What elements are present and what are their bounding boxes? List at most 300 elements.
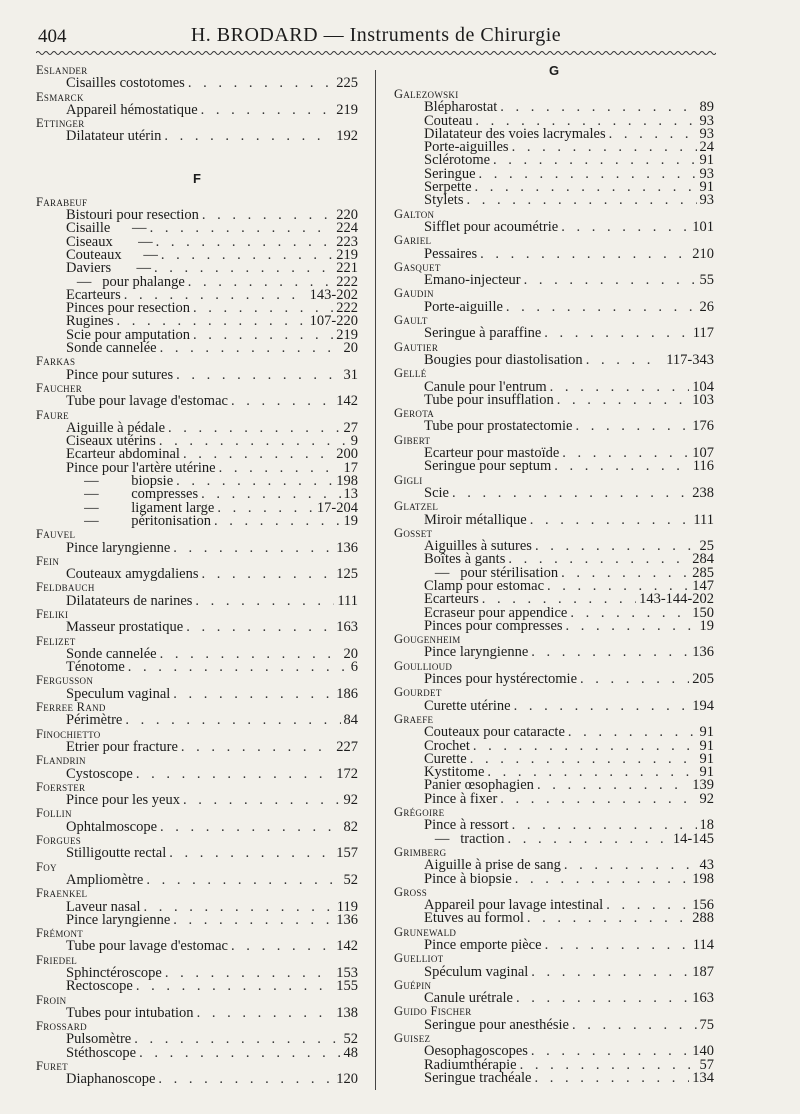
leader-dots	[173, 542, 333, 555]
index-entry	[36, 395, 358, 408]
leader-dots	[530, 514, 691, 527]
leader-dots	[217, 502, 314, 515]
instrument-name: Dilatateur utérin	[66, 128, 162, 145]
instrument-name: Seringue	[424, 165, 476, 182]
page-reference: 219	[336, 101, 358, 118]
index-entry	[36, 101, 358, 118]
instrument-name: Canule urétrale	[424, 990, 513, 1007]
instrument-name: Daviers —	[66, 260, 151, 277]
instrument-name: Radiumthérapie	[424, 1056, 517, 1073]
surgeon-name: Ferree Rand	[36, 700, 106, 715]
index-entry	[394, 912, 714, 925]
page-reference: 91	[699, 152, 714, 169]
surgeon-name: Faucher	[36, 380, 83, 395]
instrument-name: Seringue pour septum	[424, 458, 552, 475]
leader-dots	[219, 462, 341, 475]
page-reference: 91	[699, 764, 714, 781]
surgeon-name: Gougenheim	[394, 632, 461, 647]
instrument-name: Dilatateurs de narines	[66, 592, 193, 609]
instrument-name: Pince laryngienne	[66, 539, 171, 556]
instrument-name: Spéculum vaginal	[424, 963, 529, 980]
leader-dots	[201, 568, 333, 581]
leader-dots	[150, 222, 334, 235]
surgeon-name: Grégoire	[394, 805, 445, 820]
leader-dots	[537, 779, 689, 792]
leader-dots	[452, 487, 689, 500]
leader-dots	[202, 209, 333, 222]
page-reference: 111	[337, 592, 358, 609]
instrument-name: — biopsie	[66, 473, 174, 490]
leader-dots	[520, 1059, 697, 1072]
page-reference: 114	[692, 937, 714, 953]
instrument-name: Masseur prostatique	[66, 619, 184, 636]
page-reference: 9	[350, 433, 358, 450]
page-reference: 163	[336, 619, 358, 636]
leader-dots	[160, 821, 340, 834]
page-reference: 143-144-202	[639, 591, 714, 608]
surgeon-name: Gerota	[394, 406, 435, 421]
index-entry	[394, 1069, 714, 1086]
index-entry	[394, 420, 714, 433]
page-reference: 140	[692, 1043, 714, 1060]
page-reference: 210	[692, 245, 714, 262]
leader-dots	[186, 621, 333, 634]
page-reference: 93	[699, 192, 714, 209]
column-divider	[375, 70, 376, 1090]
instrument-name: — pour stérilisation	[424, 564, 559, 581]
instrument-name: Appareil hémostatique	[66, 101, 198, 118]
leader-dots	[125, 714, 340, 727]
page-reference: 222	[336, 273, 358, 290]
leader-dots	[527, 912, 689, 925]
surgeon-name: Gasquet	[394, 259, 441, 274]
page-reference: 116	[692, 458, 714, 475]
section-letter: F	[193, 170, 201, 186]
instrument-name: Pinces pour resection	[66, 300, 191, 317]
index-entry	[394, 939, 714, 952]
instrument-name: Stéthoscope	[66, 1044, 137, 1061]
instrument-name: Pinces pour compresses	[424, 617, 563, 634]
leader-dots	[566, 620, 697, 633]
page-reference: 227	[336, 738, 358, 755]
instrument-name: Tube pour lavage d'estomac	[66, 393, 228, 410]
index-entry	[36, 568, 358, 581]
surgeon-name: Foy	[36, 859, 57, 874]
leader-dots	[572, 1019, 697, 1032]
leader-dots	[168, 422, 340, 435]
instrument-name: Tube pour prostatectomie	[424, 418, 573, 435]
index-entry	[394, 194, 714, 207]
page-reference: 17	[343, 459, 358, 476]
index-entry	[36, 765, 358, 782]
surgeon-name: Gross	[394, 884, 428, 899]
page-reference: 134	[692, 1069, 714, 1086]
instrument-name: Emano-injecteur	[424, 272, 521, 289]
leader-dots	[479, 168, 697, 181]
index-entry	[36, 130, 358, 143]
page-reference: 84	[343, 712, 358, 729]
instrument-name: Clamp pour estomac	[424, 577, 545, 594]
leader-dots	[531, 1045, 689, 1058]
page-reference: 19	[699, 617, 714, 634]
instrument-name: Ampliomètre	[66, 871, 144, 888]
instrument-name: Dilatateur des voies lacrymales	[424, 125, 606, 142]
page-reference: 288	[692, 910, 714, 927]
instrument-name: Oesophagoscopes	[424, 1043, 528, 1060]
surgeon-name: Frémont	[36, 926, 84, 941]
leader-dots	[181, 741, 333, 754]
instrument-name: Stilligoutte rectal	[66, 845, 167, 862]
page-reference: 219	[336, 246, 358, 263]
page-reference: 156	[692, 897, 714, 914]
leader-dots	[164, 130, 333, 143]
index-entry	[394, 617, 714, 634]
instrument-name: Speculum vaginal	[66, 685, 171, 702]
surgeon-name: Galton	[394, 206, 435, 221]
page-reference: 186	[336, 685, 358, 702]
instrument-name: Couteaux amygdaliens	[66, 566, 199, 583]
page-reference: 6	[350, 659, 358, 676]
page-reference: 143-202	[309, 286, 358, 303]
page-reference: 107-220	[309, 313, 358, 330]
index-entry	[394, 870, 714, 887]
index-entry	[394, 218, 714, 235]
index-entry	[394, 963, 714, 980]
leader-dots	[169, 847, 333, 860]
page-reference: 91	[699, 737, 714, 754]
leader-dots	[134, 1033, 340, 1046]
page-reference: 103	[692, 391, 714, 408]
instrument-name: — ligament large	[66, 499, 215, 516]
index-entry	[36, 714, 358, 727]
page-reference: 48	[343, 1044, 358, 1061]
index-entry	[36, 940, 358, 953]
index-entry	[394, 992, 714, 1005]
index-entry	[394, 511, 714, 528]
index-entry	[36, 1044, 358, 1061]
instrument-name: Périmètre	[66, 712, 123, 729]
leader-dots	[570, 607, 689, 620]
page-reference: 57	[699, 1056, 714, 1073]
page-number: 404	[38, 26, 67, 47]
index-entry	[36, 794, 358, 807]
page-reference: 91	[699, 750, 714, 767]
page-reference: 119	[336, 898, 358, 915]
instrument-name: Pince laryngienne	[66, 911, 171, 928]
surgeon-name: Fein	[36, 553, 60, 568]
instrument-name: Ténotome	[66, 659, 125, 676]
instrument-name: Porte-aiguilles	[424, 139, 509, 156]
page-reference: 198	[336, 473, 358, 490]
index-entry	[36, 342, 358, 355]
instrument-name: Couteaux —	[66, 246, 158, 263]
instrument-name: Pulsomètre	[66, 1031, 132, 1048]
instrument-name: Etrier pour fracture	[66, 738, 178, 755]
page-reference: 136	[336, 911, 358, 928]
leader-dots	[561, 221, 689, 234]
instrument-name: — traction	[424, 830, 505, 847]
index-entry	[36, 592, 358, 609]
page-reference: 92	[343, 792, 358, 809]
instrument-name: Pince pour les yeux	[66, 792, 180, 809]
surgeon-name: Guelliot	[394, 951, 444, 966]
leader-dots	[201, 104, 334, 117]
instrument-name: Pince à fixer	[424, 790, 498, 807]
instrument-name: Miroir métallique	[424, 511, 527, 528]
page-reference: 17-204	[316, 499, 358, 516]
page-reference: 13	[343, 486, 358, 503]
instrument-name: Appareil pour lavage intestinal	[424, 897, 604, 914]
instrument-name: Pince à ressort	[424, 817, 509, 834]
instrument-name: Ecarteur pour mastoïde	[424, 445, 560, 462]
instrument-name: Ciseaux —	[66, 233, 153, 250]
page-reference: 139	[692, 777, 714, 794]
page-reference: 26	[699, 298, 714, 315]
instrument-name: Canule pour l'entrum	[424, 378, 547, 395]
leader-dots	[176, 475, 333, 488]
leader-dots	[466, 194, 696, 207]
page-reference: 89	[699, 99, 714, 116]
instrument-name: Seringue pour anesthésie	[424, 1016, 569, 1033]
surgeon-name: Grunewald	[394, 924, 457, 939]
instrument-name: Pessaires	[424, 245, 478, 262]
instrument-name: Cystoscope	[66, 765, 133, 782]
index-entry	[36, 661, 358, 674]
instrument-name: Blépharostat	[424, 99, 498, 116]
instrument-name: Ecraseur pour appendice	[424, 604, 568, 621]
leader-dots	[561, 567, 689, 580]
surgeon-name: Gellé	[394, 366, 427, 381]
instrument-name: Ophtalmoscope	[66, 818, 158, 835]
page-reference: 101	[692, 218, 714, 235]
surgeon-name: Gariel	[394, 233, 432, 248]
instrument-name: Sphinctéroscope	[66, 965, 162, 981]
leader-dots	[506, 301, 697, 314]
leader-dots	[159, 435, 348, 448]
page-reference: 284	[692, 551, 714, 568]
page-reference: 93	[699, 112, 714, 129]
instrument-name: Laveur nasal	[66, 898, 141, 915]
surgeon-name: Gautier	[394, 339, 439, 354]
leader-dots	[586, 354, 664, 367]
index-entry	[36, 980, 358, 993]
index-entry	[394, 351, 714, 368]
page-reference: 153	[336, 965, 358, 981]
instrument-name: Tube pour lavage d'estomac	[66, 938, 228, 955]
surgeon-name: Gosset	[394, 525, 433, 540]
page-reference: 25	[699, 538, 714, 555]
page-reference: 200	[336, 446, 358, 463]
leader-dots	[564, 859, 697, 872]
leader-dots	[139, 1047, 340, 1060]
page-reference: 93	[699, 125, 714, 142]
page-reference: 155	[336, 978, 358, 995]
leader-dots	[197, 1007, 334, 1020]
surgeon-name: Guisez	[394, 1031, 431, 1046]
instrument-name: Pinces pour hystérectomie	[424, 671, 578, 688]
leader-dots	[508, 833, 670, 846]
instrument-name: Seringue trachéale	[424, 1069, 532, 1086]
leader-dots	[136, 980, 333, 993]
index-entry	[36, 77, 358, 90]
index-entry	[36, 871, 358, 888]
page-reference: 20	[343, 645, 358, 662]
leader-dots	[568, 726, 697, 739]
surgeon-name: Farkas	[36, 354, 76, 369]
index-entry	[36, 1073, 358, 1086]
leader-dots	[531, 966, 689, 979]
instrument-name: — péritonisation	[66, 512, 211, 529]
instrument-name: Pince pour l'artère utérine	[66, 459, 216, 476]
leader-dots	[473, 740, 697, 753]
page-reference: 24	[699, 139, 714, 156]
surgeon-name: Esmarck	[36, 89, 84, 104]
leader-dots	[214, 515, 341, 528]
surgeon-name: Guépin	[394, 977, 432, 992]
leader-dots	[500, 101, 696, 114]
page-reference: 107	[692, 445, 714, 462]
surgeon-name: Follin	[36, 806, 72, 821]
leader-dots	[515, 873, 689, 886]
instrument-name: Tubes pour intubation	[66, 1004, 194, 1021]
page-reference: 142	[336, 393, 358, 410]
page-reference: 91	[699, 179, 714, 196]
page-reference: 222	[336, 300, 358, 317]
leader-dots	[146, 874, 340, 887]
leader-dots	[173, 688, 333, 701]
leader-dots	[512, 819, 697, 832]
instrument-name: Panier œsophagien	[424, 777, 534, 794]
surgeon-name: Ettinger	[36, 116, 85, 131]
surgeon-name: Frossard	[36, 1019, 87, 1034]
leader-dots	[534, 1072, 689, 1085]
page-reference: 225	[336, 75, 358, 92]
instrument-name: Ecarteurs	[66, 286, 121, 303]
instrument-name: Diaphanoscope	[66, 1071, 156, 1088]
instrument-name: Crochet	[424, 737, 470, 754]
surgeon-name: Graefe	[394, 711, 434, 726]
index-entry	[36, 621, 358, 634]
surgeon-name: Guido Fischer	[394, 1004, 472, 1019]
page-reference: 52	[343, 1031, 358, 1048]
page-reference: 14-145	[672, 830, 714, 847]
page-reference: 120	[336, 1071, 358, 1088]
instrument-name: Sonde cannelée	[66, 645, 157, 662]
instrument-name: Serpette	[424, 179, 472, 196]
index-entry	[394, 697, 714, 714]
leader-dots	[143, 901, 333, 914]
surgeon-name: Forgues	[36, 833, 82, 848]
leader-dots	[606, 899, 689, 912]
leader-dots	[231, 940, 333, 953]
leader-dots	[193, 329, 333, 342]
leader-dots	[173, 914, 333, 927]
surgeon-name: Fergusson	[36, 673, 94, 688]
instrument-name: Porte-aiguille	[424, 298, 503, 315]
surgeon-name: Gault	[394, 313, 428, 328]
surgeon-name: Gigli	[394, 472, 423, 487]
surgeon-name: Gaudin	[394, 286, 434, 301]
page-reference: 192	[336, 128, 358, 145]
page-reference: 136	[336, 539, 358, 556]
surgeon-name: Galezowski	[394, 87, 459, 101]
leader-dots	[535, 540, 697, 553]
leader-dots	[160, 342, 341, 355]
surgeon-name: Feldbauch	[36, 580, 95, 595]
index-entry	[36, 738, 358, 755]
surgeon-name: Farabeuf	[36, 194, 88, 209]
instrument-name: Rectoscope	[66, 978, 133, 995]
instrument-name: Ecarteurs	[424, 591, 479, 608]
surgeon-name: Friedel	[36, 952, 78, 967]
page-reference: 163	[692, 990, 714, 1007]
instrument-name: — pour phalange	[66, 273, 185, 290]
leader-dots	[562, 447, 689, 460]
page-reference: 147	[692, 577, 714, 594]
instrument-name: Couteaux pour cataracte	[424, 724, 565, 741]
header-wavy-rule	[36, 50, 716, 56]
leader-dots	[514, 700, 690, 713]
leader-dots	[516, 992, 689, 1005]
page-reference: 138	[336, 1004, 358, 1021]
page-reference: 194	[692, 697, 714, 714]
surgeon-name: Grimberg	[394, 844, 447, 859]
page-reference: 27	[343, 419, 358, 436]
page-reference: 142	[336, 938, 358, 955]
surgeon-name: Goullioud	[394, 658, 453, 673]
page-reference: 220	[336, 207, 358, 224]
instrument-name: Scie pour amputation	[66, 326, 191, 343]
index-entry	[36, 847, 358, 860]
page-reference: 223	[336, 233, 358, 250]
instrument-name: Curette utérine	[424, 697, 511, 714]
instrument-name: Couteau	[424, 112, 473, 129]
leader-dots	[188, 77, 333, 90]
surgeon-name: Fraenkel	[36, 886, 88, 901]
leader-dots	[160, 648, 341, 661]
surgeon-name: Furet	[36, 1059, 68, 1074]
surgeon-name: Flandrin	[36, 753, 86, 768]
leader-dots	[575, 420, 689, 433]
index-entry	[394, 460, 714, 473]
page-reference: 187	[692, 963, 714, 980]
leader-dots	[136, 768, 333, 781]
index-entry	[36, 512, 358, 529]
page-reference: 19	[343, 512, 358, 529]
surgeon-name: Finochietto	[36, 726, 101, 741]
instrument-name: Ecarteur abdominal	[66, 446, 180, 463]
page-reference: 20	[343, 340, 358, 357]
page-reference: 224	[336, 220, 358, 237]
page-reference: 52	[343, 871, 358, 888]
instrument-name: Curette	[424, 750, 467, 767]
index-entry	[394, 646, 714, 659]
surgeon-name: Glatzel	[394, 499, 439, 514]
instrument-name: Seringue à paraffine	[424, 325, 542, 342]
page-reference: 157	[336, 845, 358, 862]
leader-dots	[580, 673, 689, 686]
leader-dots	[161, 249, 333, 262]
index-entry	[394, 327, 714, 340]
instrument-name: Pince emporte pièce	[424, 937, 542, 953]
index-entry	[36, 818, 358, 835]
instrument-name: Boîtes à gants	[424, 551, 506, 568]
page-reference: 176	[692, 418, 714, 435]
instrument-name: Aiguille à pédale	[66, 419, 166, 436]
instrument-name: Aiguilles à sutures	[424, 538, 532, 555]
leader-dots	[609, 128, 697, 141]
leader-dots	[512, 141, 697, 154]
